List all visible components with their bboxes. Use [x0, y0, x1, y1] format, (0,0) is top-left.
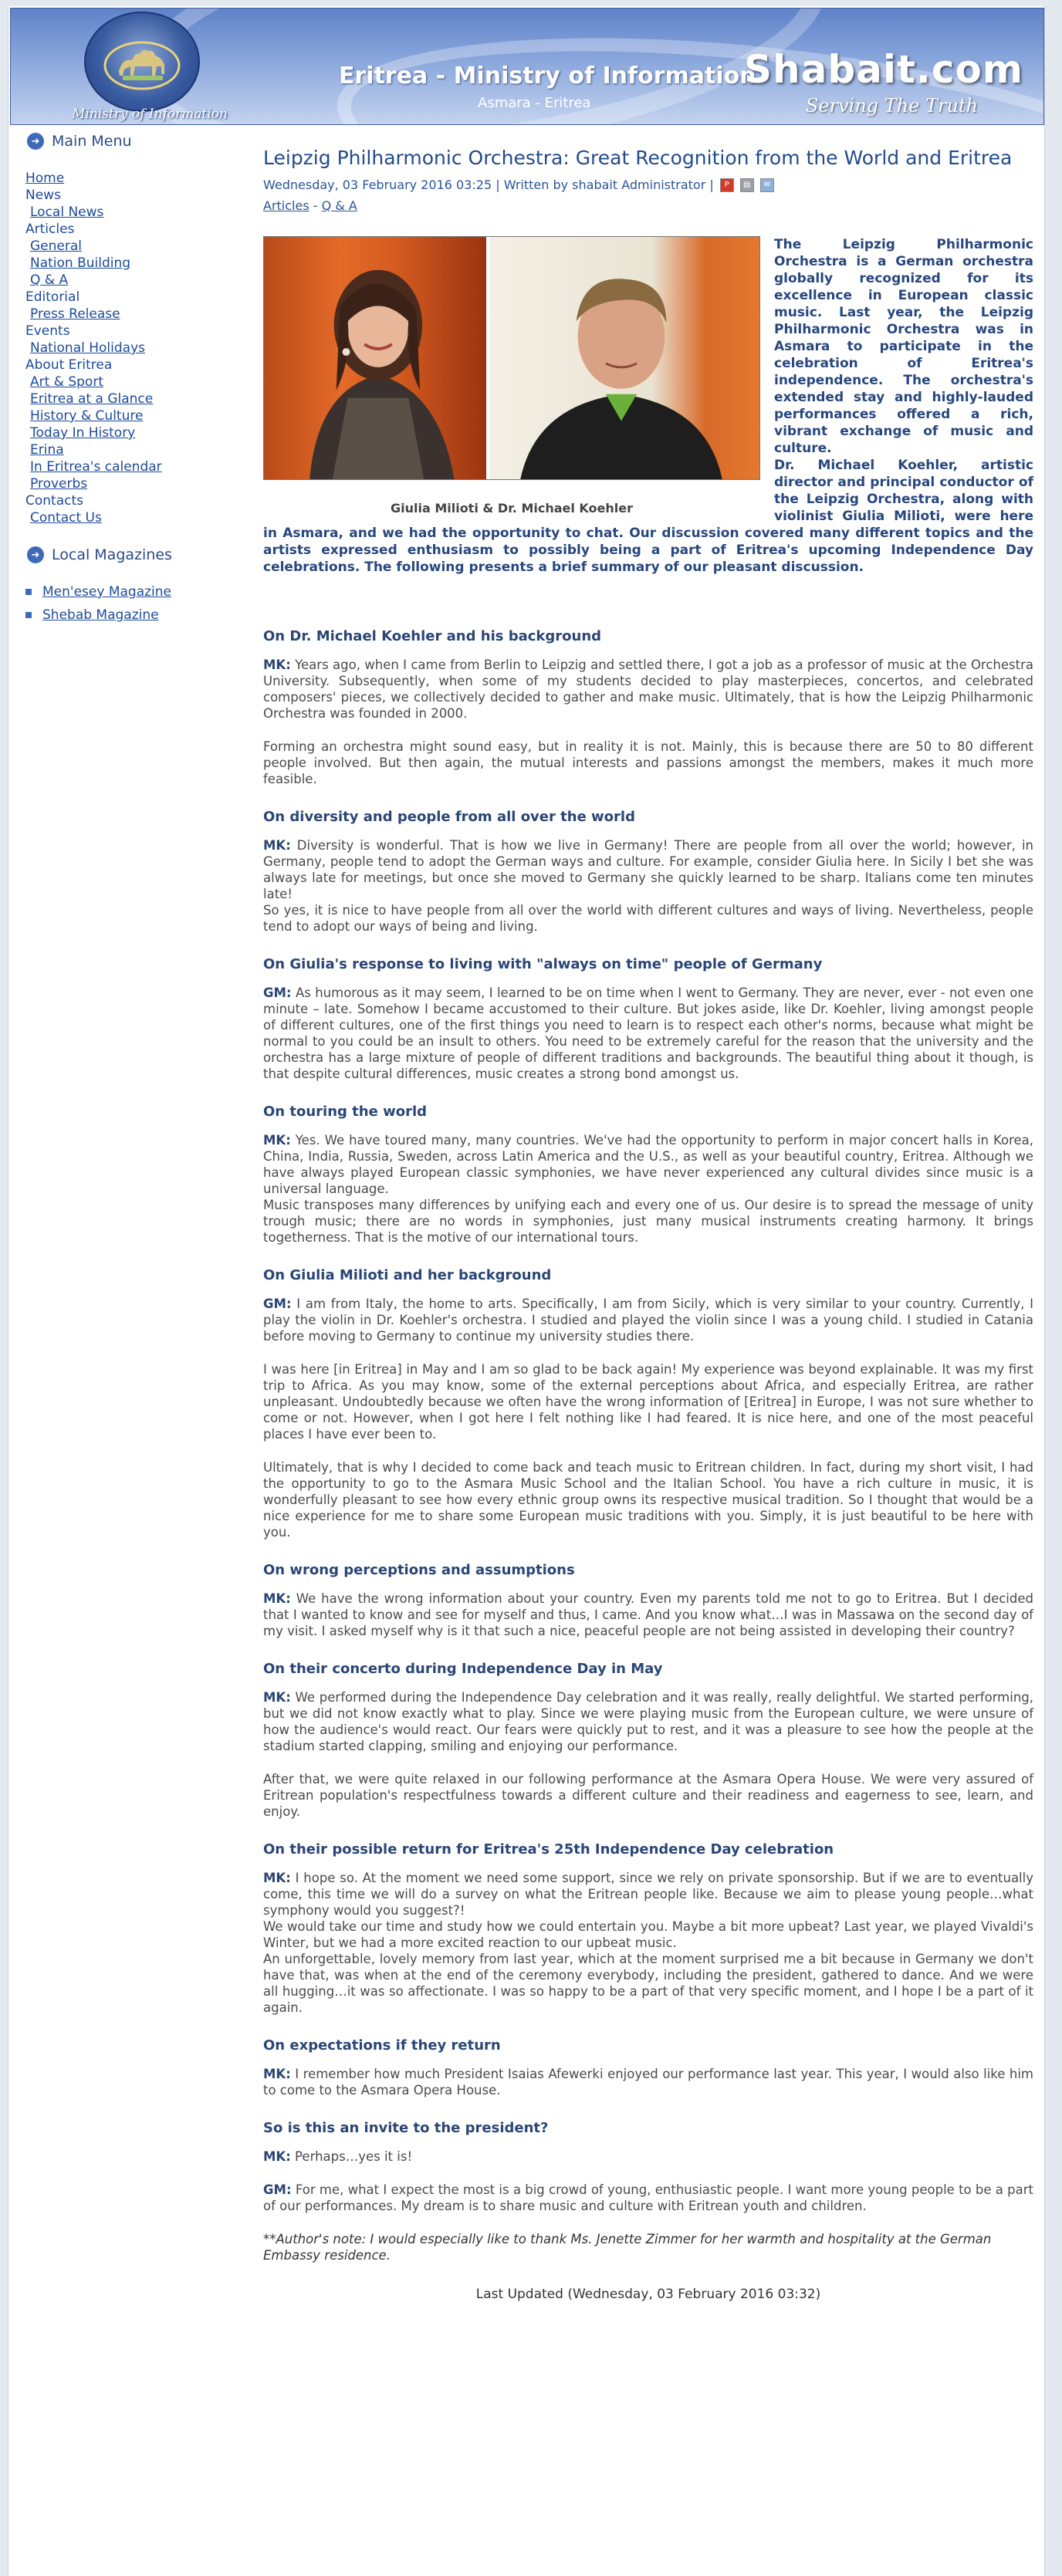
site-subtitle: Asmara - Eritrea	[478, 95, 591, 111]
paragraph-text: After that, we were quite relaxed in our following performance at the Asmara Opera House. We were very assured of Eritrean population's respectfulness towards a different culture and their readiness and eagerness to see, learn, and enjoy.	[263, 1772, 1033, 1819]
paragraph-text: An unforgettable, lovely memory from last year, which at the moment surprised me a bit because in Germany we don't have that, was when at the end of the ceremony everybody, including the president, gathered to dance. And we were all hugging…it was so affectionate. I was so happy to be a part of that very specific moment, and I hope I be a part of it again.	[263, 1952, 1033, 2015]
interview-paragraph	[263, 902, 1033, 935]
paragraph-text: For me, what I expect the most is a big crowd of young, enthusiastic people. I want more young people to be a part of our performances. My dream is to share music and culture with Eritrean youth and children.	[263, 2182, 1033, 2213]
section-heading: So is this an invite to the president?	[263, 2120, 549, 2136]
paragraph-text: Music transposes many differences by unifying each and every one of us. Our desire is to spread the message of unity trough music; there are no words in symphonies, just many musical instruments creating harmony. It brings togetherness. That is the motive of our international tours.	[263, 1198, 1033, 1245]
breadcrumb-qa[interactable]: Q & A	[321, 198, 357, 213]
magazine-item	[25, 580, 248, 603]
interview-paragraph	[263, 2066, 1033, 2098]
interview-paragraph	[263, 2182, 1033, 2214]
man-portrait-icon	[489, 237, 759, 479]
paragraph-text: I was here [in Eritrea] in May and I am so glad to be back again! My experience was beyond explainable. It was my first trip to Africa. As you may know, some of the external perceptions about Africa, and especially Eritrea, are rather unpleasant. Undoubtedly because we often have the wrong information of [Eritrea] in Europe, I was not sure whether to come or not. However, when I got here I felt nothing like I had feared. It is nice here, and one of the most peaceful places I have ever been to.	[263, 1362, 1033, 1442]
camel-emblem-icon	[100, 31, 184, 93]
magazine-link-shebab[interactable]: Shebab Magazine	[42, 607, 159, 623]
sidebar-item-national-holidays[interactable]: National Holidays	[30, 340, 145, 356]
pdf-icon[interactable]: P	[720, 178, 734, 192]
interview-paragraph	[263, 657, 1033, 722]
sidebar-item-general[interactable]: General	[30, 238, 82, 254]
article-content	[263, 145, 1033, 2302]
ministry-logo[interactable]	[84, 12, 200, 112]
paragraph-text: Yes. We have toured many, many countries. We've had the opportunity to perform in major concert halls in Korea, China, India, Russia, Sweden, across Latin America and the U.S., as well as your beautiful country, Eritrea. Although we have always played European classic symphonies, we have never experienced any cultural divides since music is a universal language.	[263, 1133, 1033, 1196]
interview-paragraph	[263, 1197, 1033, 1246]
sidebar-item-local-news[interactable]: Local News	[30, 205, 104, 220]
woman-portrait-icon	[264, 237, 486, 479]
interview-photo	[263, 236, 760, 480]
interview-sections	[263, 628, 1033, 2214]
square-bullet-icon	[25, 589, 32, 595]
square-bullet-icon	[25, 612, 32, 618]
section-heading: On Dr. Michael Koehler and his background	[263, 628, 602, 644]
lead-paragraph-1: The Leipzig Philharmonic Orchestra is a German orchestra globally recognized for its excellence in European classic music. Last year, the Leipzig Philharmonic Orchestra was in Asmara to participate in the celebration of Eritrea's independence. The orchestra's extended stay and highly-lauded performances offered a rich, vibrant exchange of music and culture.	[774, 237, 1033, 456]
main-menu-heading	[16, 130, 248, 153]
interview-paragraph	[263, 1689, 1033, 1754]
interview-paragraph	[263, 1132, 1033, 1197]
speaker-label: MK:	[263, 1133, 291, 1148]
interview-paragraph	[263, 1918, 1033, 1951]
article-meta-text: Wednesday, 03 February 2016 03:25 | Written by shabait Administrator |	[263, 177, 714, 192]
interview-paragraph	[263, 1296, 1033, 1344]
paragraph-text: Diversity is wonderful. That is how we live in Germany! There are people from all over the world; however, in Germany, people tend to adopt the German ways and culture. For example, consider Giulia here. In Sicily I bet she was always late for meetings, but once she moved to Germany she quickly learned to be sharp. Italians come ten minutes late!	[263, 838, 1033, 901]
interview-paragraph	[263, 1771, 1033, 1820]
sidebar-item-proverbs[interactable]: Proverbs	[30, 476, 88, 492]
interview-paragraph	[263, 739, 1033, 787]
section-heading: On expectations if they return	[263, 2037, 501, 2054]
paragraph-text: Perhaps…yes it is!	[290, 2149, 413, 2164]
section-heading: On their possible return for Eritrea's 25th Independence Day celebration	[263, 1841, 834, 1858]
speaker-label: GM:	[263, 1296, 292, 1311]
sidebar-item-press-release[interactable]: Press Release	[30, 306, 120, 322]
paragraph-text: Years ago, when I came from Berlin to Leipzig and settled there, I got a job as a professor of music at the Orchestra University. Subsequently, when some of my students decided to play masterpieces, concertos, and celebrated composers' pieces, we collectively decided to gather and make music. Ultimately, that is how the Leipzig Philharmonic Orchestra was founded in 2000.	[263, 658, 1033, 721]
paragraph-text: So yes, it is nice to have people from all over the world with different cultures and ways of living. Nevertheless, people tend to adopt our ways of being and living.	[263, 903, 1033, 934]
speaker-label: MK:	[263, 658, 291, 672]
interview-paragraph	[263, 2148, 1033, 2165]
sidebar-item-events[interactable]: Events	[25, 323, 70, 339]
sidebar-item-today-in-history[interactable]: Today In History	[30, 425, 136, 441]
interview-paragraph	[263, 1361, 1033, 1442]
magazine-link-meneesey[interactable]: Men'esey Magazine	[42, 584, 171, 600]
sidebar	[16, 130, 248, 627]
section-heading: On Giulia Milioti and her background	[263, 1267, 552, 1283]
interview-paragraph	[263, 1870, 1033, 1918]
magazine-list	[16, 580, 248, 627]
paragraph-text: We have the wrong information about your country. Even my parents told me not to go to Eritrea. But I decided that I wanted to know and see for myself and thus, I came. And you know what…I was in Massawa on the second day of my visit. I asked myself why is it that such a nice, peaceful people are not being assisted in developing their country?	[263, 1591, 1033, 1638]
sidebar-item-news[interactable]: News	[25, 188, 61, 203]
interview-paragraph	[263, 1591, 1033, 1639]
print-icon[interactable]: ▤	[740, 178, 754, 192]
sidebar-item-home[interactable]: Home	[25, 171, 65, 186]
section-heading: On their concerto during Independence Day in May	[263, 1661, 663, 1677]
breadcrumb-articles[interactable]: Articles	[263, 198, 309, 213]
lead-block	[263, 236, 1033, 576]
speaker-label: MK:	[263, 1690, 291, 1705]
paragraph-text: We would take our time and study how we could entertain you. Maybe a bit more upbeat? Last year, we played Vivaldi's Winter, but we had a more excited reaction to our upbeat music.	[263, 1919, 1033, 1950]
speaker-label: MK:	[263, 1591, 291, 1606]
breadcrumb-separator: -	[313, 198, 318, 213]
section-heading: On touring the world	[263, 1104, 428, 1120]
sidebar-item-history-culture[interactable]: History & Culture	[30, 408, 144, 424]
interview-paragraph	[263, 1459, 1033, 1540]
last-updated: Last Updated (Wednesday, 03 February 2016 03:32)	[475, 2287, 821, 2302]
local-magazines-title: Local Magazines	[52, 546, 172, 563]
logo-caption: Ministry of Information	[72, 106, 228, 122]
main-menu-list	[16, 170, 248, 526]
speaker-label: MK:	[263, 2067, 291, 2081]
sidebar-item-eritrea-at-a-glance[interactable]: Eritrea at a Glance	[30, 391, 154, 407]
sidebar-item-contacts[interactable]: Contacts	[25, 493, 83, 509]
paragraph-text: I am from Italy, the home to arts. Specifically, I am from Sicily, which is very similar to your country. Currently, I play the violin in Dr. Koehler's orchestra. I studied and played the violin since I was a young child. I studied in Catania before moving to Germany to continue my university studies there.	[263, 1296, 1033, 1344]
brand-tagline: Serving The Truth	[806, 95, 979, 117]
authors-note: **Author's note: I would especially like to thank Ms. Jenette Zimmer for her warmth and hospitality at the German Embassy residence.	[263, 2232, 992, 2263]
paragraph-text: As humorous as it may seem, I learned to be on time when I went to Germany. They are never, ever - not even one minute – late. Somehow I became accustomed to their culture. But jokes aside, like Dr. Koehler, living amongst people of different cultures, one of the first things you need to learn is to respect each other's norms, because what might be normal to you could be an insult to others. You need to be extremely careful for the reason that the university and the orchestra has a large mixture of people of different traditions and backgrounds. The beautiful thing about it though, is that despite cultural differences, music creates a strong bond amongst us.	[263, 985, 1033, 1081]
interview-paragraph	[263, 1951, 1033, 2016]
speaker-label: MK:	[263, 838, 291, 853]
local-magazines-heading	[16, 543, 248, 566]
interview-paragraph	[263, 985, 1033, 1082]
sidebar-item-editorial[interactable]: Editorial	[25, 289, 80, 305]
email-icon[interactable]: ✉	[760, 178, 774, 192]
main-menu-title: Main Menu	[52, 133, 132, 150]
section-heading: On diversity and people from all over the world	[263, 809, 635, 825]
sidebar-item-q-a[interactable]: Q & A	[30, 272, 69, 288]
article-title[interactable]: Leipzig Philharmonic Orchestra: Great Recognition from the World and Eritrea	[263, 147, 1013, 169]
sidebar-item-nation-building[interactable]: Nation Building	[30, 255, 131, 271]
lead-paragraph-2: Dr. Michael Koehler, artistic director and principal conductor of the Leipzig Orchestra, along with violinist Giulia Milioti, were here in Asmara, and we had the opportunity to chat. Our discussion covered many different topics and the artists expressed enthusiasm to possibly being a part of Eritrea's upcoming Independence Day celebrations. The following presents a brief summary of our pleasant discussion.	[263, 458, 1033, 575]
paragraph-text: I remember how much President Isaias Afewerki enjoyed our performance last year. This year, I would also like him to come to the Asmara Opera House.	[263, 2067, 1033, 2098]
site-title: Eritrea - Ministry of Information	[339, 63, 756, 90]
sidebar-item-in-eritrea-s-calendar[interactable]: In Eritrea's calendar	[30, 459, 162, 475]
paragraph-text: Forming an orchestra might sound easy, but in reality it is not. Mainly, this is because there are 50 to 80 different people involved. But then again, the mutual interests and passions amongst the members, makes it much more feasible.	[263, 739, 1033, 786]
speaker-label: GM:	[263, 2182, 292, 2197]
article-meta	[263, 177, 1033, 192]
speaker-label: GM:	[263, 985, 292, 1000]
arrow-bullet-icon: ➜	[27, 133, 44, 150]
magazine-item	[25, 603, 248, 627]
breadcrumb	[263, 198, 1033, 213]
brand-name[interactable]: Shabait.com	[744, 47, 1024, 92]
sidebar-item-art-sport[interactable]: Art & Sport	[30, 374, 103, 390]
section-heading: On Giulia's response to living with "always on time" people of Germany	[263, 956, 823, 972]
site-header	[10, 8, 1044, 125]
section-heading: On wrong perceptions and assumptions	[263, 1562, 575, 1578]
speaker-label: MK:	[263, 2149, 291, 2164]
page	[8, 6, 1045, 2576]
speaker-label: MK:	[263, 1871, 291, 1885]
arrow-bullet-icon: ➜	[27, 546, 44, 563]
photo-giulia	[264, 237, 489, 479]
photo-michael	[489, 237, 759, 479]
photo-caption: Giulia Milioti & Dr. Michael Koehler	[390, 501, 634, 516]
spacer	[263, 576, 1033, 607]
sidebar-item-contact-us[interactable]: Contact Us	[30, 510, 102, 526]
paragraph-text: I hope so. At the moment we need some support, since we rely on private sponsorship. But if we are to eventually come, this time we will do a survey on what the Eritrean people like. Because we aim to please young people…what symphony would you suggest?!	[263, 1871, 1033, 1918]
paragraph-text: Ultimately, that is why I decided to come back and teach music to Eritrean children. In fact, during my short visit, I had the opportunity to go to the Asmara Music School and the Italian School. You have a rich culture in music, it is wonderfully pleasant to see how every ethnic group owns its respective musical tradition. So I thought that would be a nice experience for me to share some European music traditions with you. Simply, it is just beautiful to be here with you.	[263, 1460, 1033, 1540]
sidebar-item-about-eritrea[interactable]: About Eritrea	[25, 357, 113, 373]
sidebar-item-articles[interactable]: Articles	[25, 221, 75, 237]
sidebar-item-erina[interactable]: Erina	[30, 442, 64, 458]
paragraph-text: We performed during the Independence Day celebration and it was really, really delightful. We started performing, but we did not know exactly what to play. Since we were playing music from the European culture, we were unsure of how the audience's would react. Our fears were quickly put to rest, and it was a pleasure to see how the people at the stadium started clapping, smiling and enjoying our performance.	[263, 1690, 1033, 1753]
interview-paragraph	[263, 837, 1033, 902]
